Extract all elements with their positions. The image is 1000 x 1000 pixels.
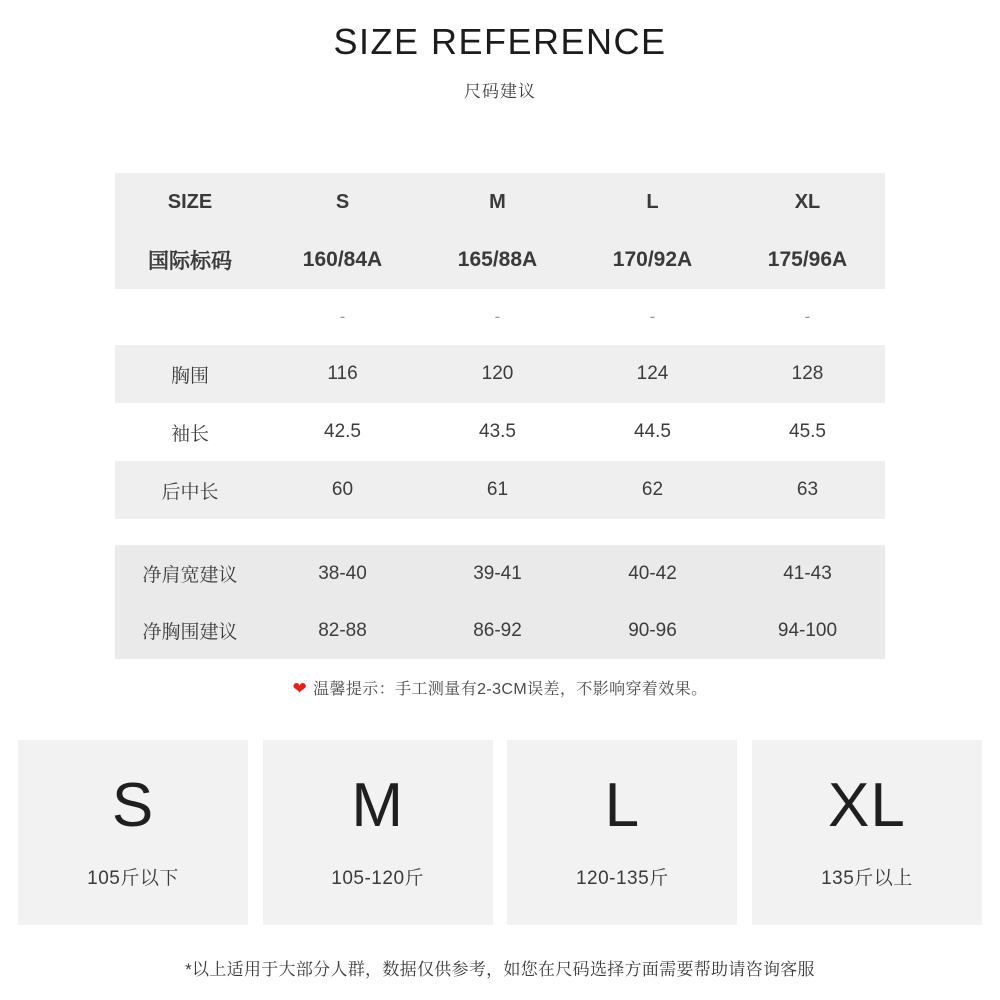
row-label: 国际标码 [115,231,265,289]
row-label: 后中长 [115,461,265,519]
table-cell: 38-40 [265,545,420,602]
measurement-tip [0,676,1000,699]
size-card-letter: L [604,771,641,840]
table-cell: 63 [730,461,885,519]
page-subtitle: 尺码建议 [464,82,536,102]
size-card-letter: S [111,771,155,840]
table-cell: 120 [420,345,575,403]
row-label: 袖长 [115,403,265,461]
table-cell: 45.5 [730,403,885,461]
table-cell: - [575,289,730,345]
table-spacer-row [115,519,885,545]
size-card-weight: 135斤以上 [821,868,913,889]
footnote: *以上适用于大部分人群，数据仅供参考，如您在尺码选择方面需要帮助请咨询客服 [185,960,815,979]
size-card-xl [752,740,982,925]
row-label [115,289,265,345]
table-cell: - [265,289,420,345]
table-cell: 40-42 [575,545,730,602]
table-cell: 61 [420,461,575,519]
page-title: SIZE REFERENCE [333,21,667,62]
size-card-letter: M [351,771,404,840]
table-cell: XL [730,173,885,231]
table-cell: 175/96A [730,231,885,289]
table-cell: 86-92 [420,602,575,659]
table-cell: M [420,173,575,231]
row-label: 净胸围建议 [115,602,265,659]
table-cell: - [420,289,575,345]
table-cell: - [730,289,885,345]
table-cell: 60 [265,461,420,519]
table-cell: 160/84A [265,231,420,289]
table-row [115,403,885,461]
table-row [115,545,885,602]
row-label: 净肩宽建议 [115,545,265,602]
table-row [115,602,885,659]
table-cell: 44.5 [575,403,730,461]
table-cell: 41-43 [730,545,885,602]
table-cell: 82-88 [265,602,420,659]
size-card-list [18,740,982,925]
table-cell: 39-41 [420,545,575,602]
table-cell: 170/92A [575,231,730,289]
size-card-l [507,740,737,925]
heart-icon: ❤ [292,679,308,698]
table-row [115,231,885,289]
table-cell: 43.5 [420,403,575,461]
size-card-weight: 105-120斤 [331,868,425,889]
table-row [115,461,885,519]
table-cell: 94-100 [730,602,885,659]
page-header [0,0,1000,102]
table-row [115,289,885,345]
size-card-s [18,740,248,925]
table-row [115,345,885,403]
size-card-weight: 105斤以下 [87,868,179,889]
table-cell: 116 [265,345,420,403]
table-row [115,173,885,231]
table-cell: 62 [575,461,730,519]
table-cell: 165/88A [420,231,575,289]
measurement-tip-text: 温馨提示：手工测量有2-3CM误差，不影响穿着效果。 [313,681,708,698]
table-cell: 128 [730,345,885,403]
size-table [115,173,885,659]
table-cell: 124 [575,345,730,403]
table-cell: S [265,173,420,231]
size-card-letter: XL [828,771,906,840]
table-cell: L [575,173,730,231]
size-table-wrapper [115,173,885,659]
size-card-weight: 120-135斤 [575,868,669,889]
table-cell: 90-96 [575,602,730,659]
row-label: 胸围 [115,345,265,403]
size-card-m [263,740,493,925]
row-label: SIZE [115,173,265,231]
table-cell: 42.5 [265,403,420,461]
